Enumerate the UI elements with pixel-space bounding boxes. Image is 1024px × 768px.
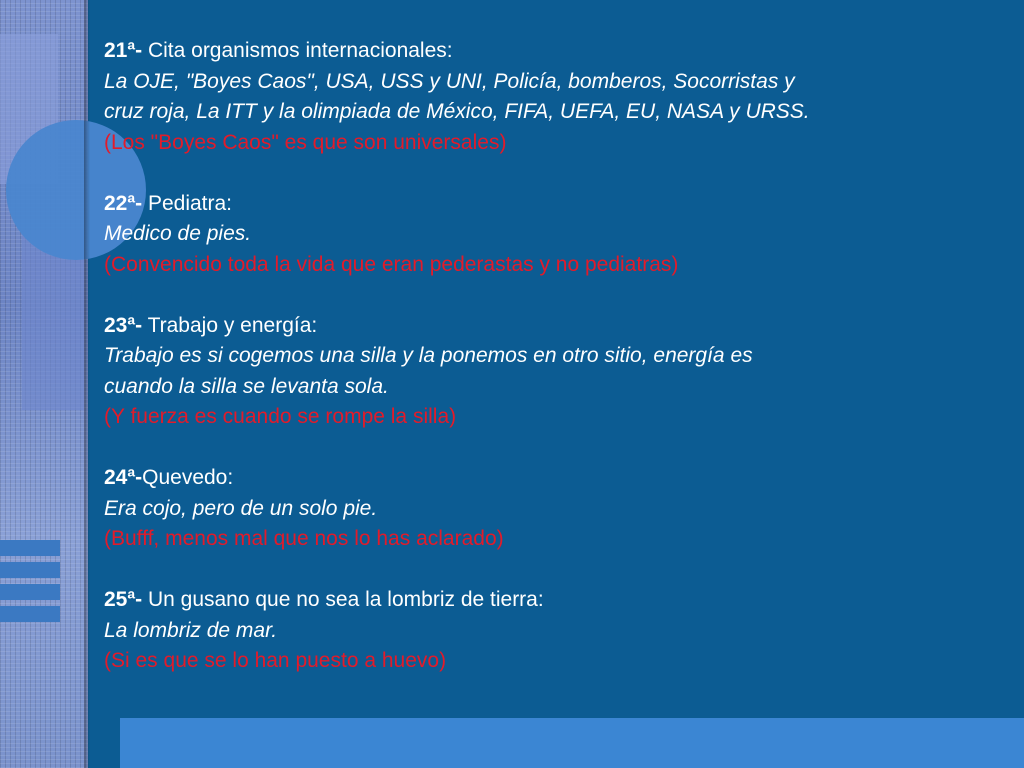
entry-answer: Era cojo, pero de un solo pie. [104, 496, 378, 520]
decorative-bar [0, 584, 60, 600]
entry-23 [104, 311, 1004, 433]
entry-number: 25ª- [104, 588, 143, 611]
entry-question-line [104, 311, 1004, 342]
entry-comment: (Convencido toda la vida que eran pederastas y no pediatras) [104, 252, 679, 276]
entry-answer: cruz roja, La ITT y la olimpiada de México, FIFA, UEFA, EU, NASA y URSS. [104, 100, 810, 123]
slide-content [104, 36, 1004, 707]
entry-question-line [104, 463, 1004, 494]
entry-question-line [104, 36, 1004, 67]
entry-question: Pediatra: [142, 191, 233, 215]
entry-answer: Trabajo es si cogemos una silla y la ponemos en otro sitio, energía es [104, 344, 753, 367]
entry-answer: Medico de pies. [104, 222, 252, 245]
bottom-band [120, 718, 1024, 768]
entry-21 [104, 36, 1004, 158]
entry-question: Un gusano que no sea la lombriz de tierra: [142, 588, 544, 611]
entry-question: Cita organismos internacionales: [142, 39, 453, 62]
entry-question: Quevedo: [142, 466, 234, 489]
entry-answer: La OJE, "Boyes Caos", USA, USS y UNI, Policía, bomberos, Socorristas y [104, 69, 795, 93]
decorative-bar [0, 540, 60, 556]
entry-24 [104, 463, 1004, 555]
entry-question: Trabajo y energía: [142, 313, 318, 337]
entry-number: 23ª- [104, 313, 143, 337]
entry-question-line [104, 189, 1004, 220]
entry-comment: (Los "Boyes Caos" es que son universales) [104, 130, 507, 154]
entry-22 [104, 189, 1004, 281]
entry-number: 24ª- [104, 466, 143, 489]
entry-number: 22ª- [104, 191, 143, 215]
strip-shadow [84, 0, 90, 768]
entry-answer: La lombriz de mar. [104, 618, 278, 642]
entry-comment: (Si es que se lo han puesto a huevo) [104, 649, 447, 672]
entry-answer: cuando la silla se levanta sola. [104, 374, 389, 398]
entry-comment: (Y fuerza es cuando se rompe la silla) [104, 405, 457, 428]
decorative-bar [0, 562, 60, 578]
entry-comment: (Bufff, menos mal que nos lo has aclarado) [104, 527, 504, 550]
entry-number: 21ª- [104, 39, 143, 62]
decorative-bar [0, 606, 60, 622]
entry-25 [104, 585, 1004, 677]
entry-question-line [104, 585, 1004, 616]
